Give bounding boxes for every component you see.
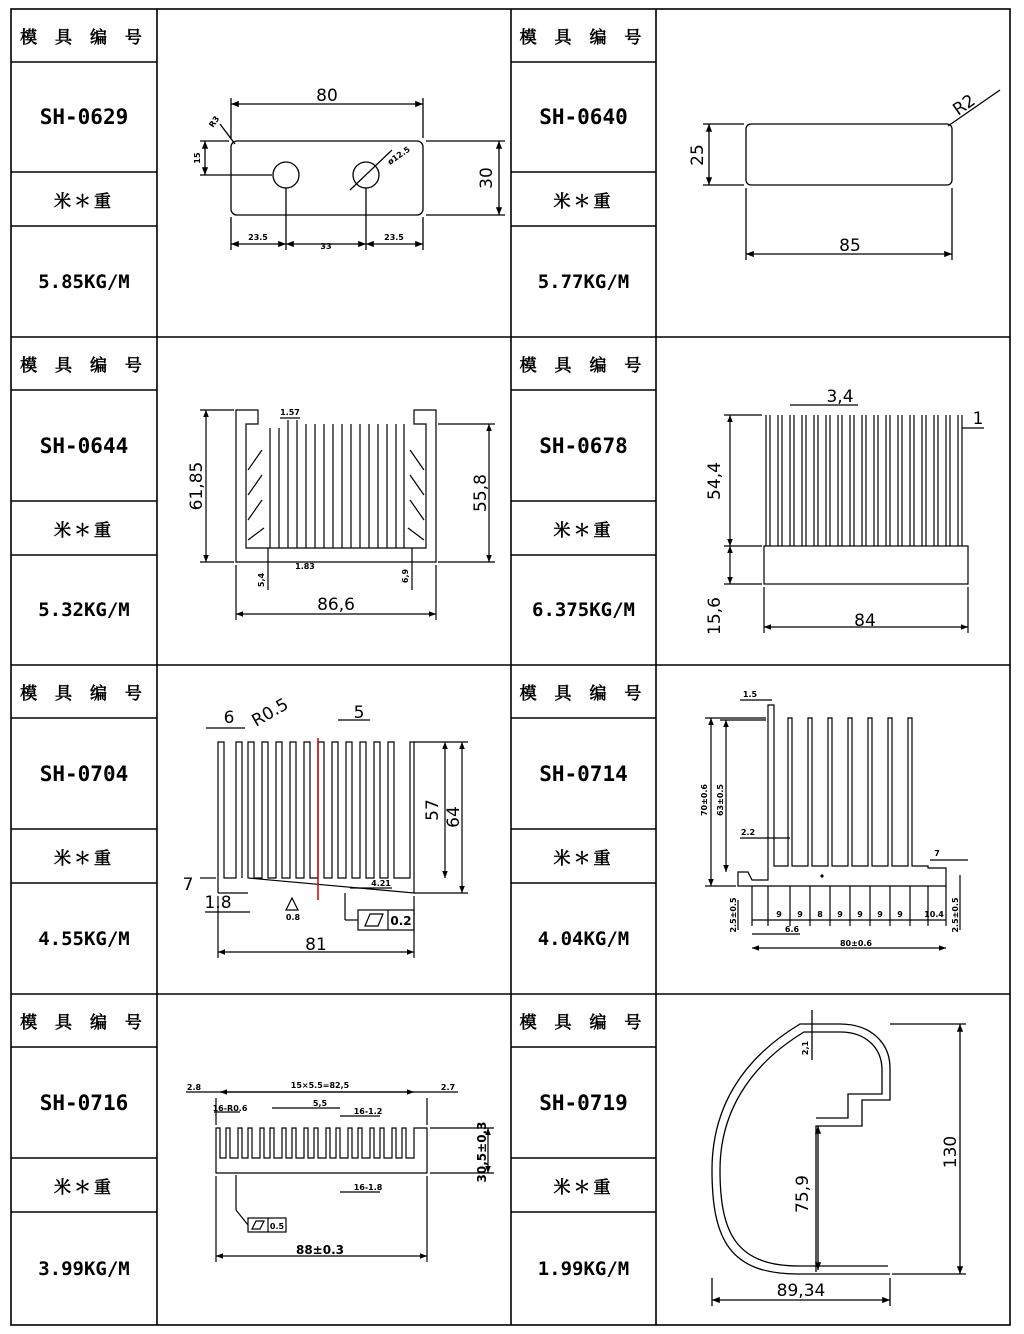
dim-height: 70±0.6 xyxy=(700,783,709,817)
dim-fin-bottom: 1.83 xyxy=(295,562,315,571)
dim-fin-height: 63±0.5 xyxy=(716,783,725,817)
dim-base-right: 2.5±0.5 xyxy=(951,897,960,933)
meter-weight-label: 米＊重 xyxy=(54,191,114,212)
dim-fin-thickness: 2.2 xyxy=(740,828,756,837)
dim-hole-dia: ø12.5 xyxy=(385,144,412,167)
meter-weight-label: 米＊重 xyxy=(54,520,114,541)
profile-code: SH-0640 xyxy=(539,105,628,129)
dim-width: 81 xyxy=(305,935,327,955)
dim-width: 80 xyxy=(316,86,338,106)
dim-pitch: 9 xyxy=(857,910,863,919)
dim-width: 84 xyxy=(854,611,876,631)
dim-right: 23.5 xyxy=(384,233,404,242)
dim-roughness: 0.8 xyxy=(285,913,301,922)
mold-number-header: 模 具 编 号 xyxy=(519,684,648,704)
meter-weight-label: 米＊重 xyxy=(553,1177,614,1198)
meter-weight-label: 米＊重 xyxy=(553,191,614,212)
dim-width: 89,34 xyxy=(776,1281,826,1301)
dim-flatness: 0.5 xyxy=(269,1222,285,1231)
dim-right-gap: 6,9 xyxy=(401,568,410,584)
dim-pitch: 3,4 xyxy=(826,387,854,407)
dim-fin-top: 1.57 xyxy=(280,408,300,417)
dim-width: 80±0.6 xyxy=(839,939,873,948)
profile-weight: 5.32KG/M xyxy=(38,599,130,621)
dim-left: 23.5 xyxy=(248,233,268,242)
dim-radius: R3 xyxy=(207,114,222,130)
meter-weight-label: 米＊重 xyxy=(553,848,614,869)
dim-inner-height: 55,8 xyxy=(471,474,491,512)
dim-left-gap: 5,4 xyxy=(257,572,266,588)
dim-base: 7 xyxy=(182,875,194,895)
drawing-sh-0719 xyxy=(712,1010,966,1306)
dim-inner-height: 75,9 xyxy=(793,1175,813,1213)
mold-number-header: 模 具 编 号 xyxy=(519,1013,648,1033)
dim-height: 130 xyxy=(941,1135,961,1169)
dim-pitch: 9 xyxy=(897,910,903,919)
profile-weight: 6.375KG/M xyxy=(532,599,635,621)
dim-pitch-left: 6 xyxy=(223,708,235,728)
dim-pitch: 10.4 xyxy=(924,910,944,919)
dim-left-edge: 2.8 xyxy=(186,1083,202,1092)
drawing-sh-0644 xyxy=(200,410,495,620)
dim-fin-height: 57 xyxy=(423,799,443,821)
dim-fin-top: 16-1.2 xyxy=(353,1107,383,1116)
profile-code: SH-0629 xyxy=(39,105,129,129)
dim-thickness: 2,1 xyxy=(801,1040,810,1056)
dim-top: 1.5 xyxy=(742,690,758,699)
drawing-sh-0678 xyxy=(724,405,984,633)
dim-height: 30,5±0.3 xyxy=(475,1121,489,1183)
dim-span: 15×5.5=82,5 xyxy=(290,1081,350,1090)
dim-hole-offset: 15 xyxy=(193,152,202,164)
dim-width: 88±0.3 xyxy=(295,1243,345,1257)
dim-fin-bottom: 16-1.8 xyxy=(353,1183,383,1192)
mold-number-header: 模 具 编 号 xyxy=(519,28,648,48)
profile-weight: 4.55KG/M xyxy=(38,927,130,950)
dim-height: 25 xyxy=(688,144,708,166)
dim-base-left: 2.5±0.5 xyxy=(729,897,738,933)
mold-number-header: 模 具 编 号 xyxy=(20,684,148,704)
dim-pitch: 9 xyxy=(877,910,883,919)
profile-code: SH-0719 xyxy=(539,1090,628,1115)
dim-middle: 33 xyxy=(320,242,332,251)
mold-number-header: 模 具 编 号 xyxy=(519,356,648,376)
dim-base-height: 15,6 xyxy=(705,597,725,635)
dim-pitch: 9 xyxy=(776,910,782,919)
drawing-sh-0704 xyxy=(200,720,468,958)
drawing-sh-0629 xyxy=(200,98,505,250)
profile-weight: 1.99KG/M xyxy=(537,1257,630,1280)
profile-code: SH-0714 xyxy=(539,761,628,786)
drawing-sh-0640 xyxy=(703,90,1000,260)
meter-weight-label: 米＊重 xyxy=(54,1177,114,1198)
dim-width: 86,6 xyxy=(317,595,355,615)
meter-weight-label: 米＊重 xyxy=(54,848,114,869)
dim-outer-height: 61,85 xyxy=(187,461,207,511)
dim-step: 7 xyxy=(934,849,940,858)
dim-radius: R2 xyxy=(949,90,980,121)
dim-height: 30 xyxy=(477,167,497,189)
dim-width: 85 xyxy=(839,236,861,256)
meter-weight-label: 米＊重 xyxy=(553,520,614,541)
dim-pitch: 9 xyxy=(797,910,803,919)
dim-right-edge: 2.7 xyxy=(440,1083,456,1092)
drawing-sh-0716 xyxy=(186,1092,494,1262)
profile-code: SH-0704 xyxy=(39,761,129,786)
profile-weight: 5.77KG/M xyxy=(537,270,630,293)
mold-number-header: 模 具 编 号 xyxy=(20,356,148,376)
dim-gap: 4.21 xyxy=(371,879,391,888)
dim-pitch: 9 xyxy=(837,910,843,919)
dim-height: 64 xyxy=(444,806,464,828)
dim-pitch-right: 5 xyxy=(353,703,365,723)
dim-pitch: 5,5 xyxy=(312,1099,328,1108)
profile-weight: 3.99KG/M xyxy=(38,1257,130,1280)
profile-weight: 4.04KG/M xyxy=(537,927,630,950)
dim-left-base: 6.6 xyxy=(784,925,800,934)
dim-pitch: 8 xyxy=(817,910,823,919)
dim-fin-radius: 16-R0.6 xyxy=(212,1104,248,1113)
mold-number-header: 模 具 编 号 xyxy=(20,1013,148,1033)
profile-code: SH-0644 xyxy=(39,433,129,458)
mold-number-header: 模 具 编 号 xyxy=(20,28,148,48)
dim-flatness: 0.2 xyxy=(390,914,412,928)
profile-code: SH-0678 xyxy=(539,433,628,458)
dim-fin-thickness: 1 xyxy=(972,409,984,429)
dim-fin-height: 54,4 xyxy=(705,462,725,500)
dim-radius: R0.5 xyxy=(248,694,293,732)
profile-code: SH-0716 xyxy=(39,1090,129,1115)
profile-weight: 5.85KG/M xyxy=(38,270,130,293)
dim-fin-thickness: 1.8 xyxy=(204,893,232,913)
reference-dot xyxy=(820,874,823,877)
